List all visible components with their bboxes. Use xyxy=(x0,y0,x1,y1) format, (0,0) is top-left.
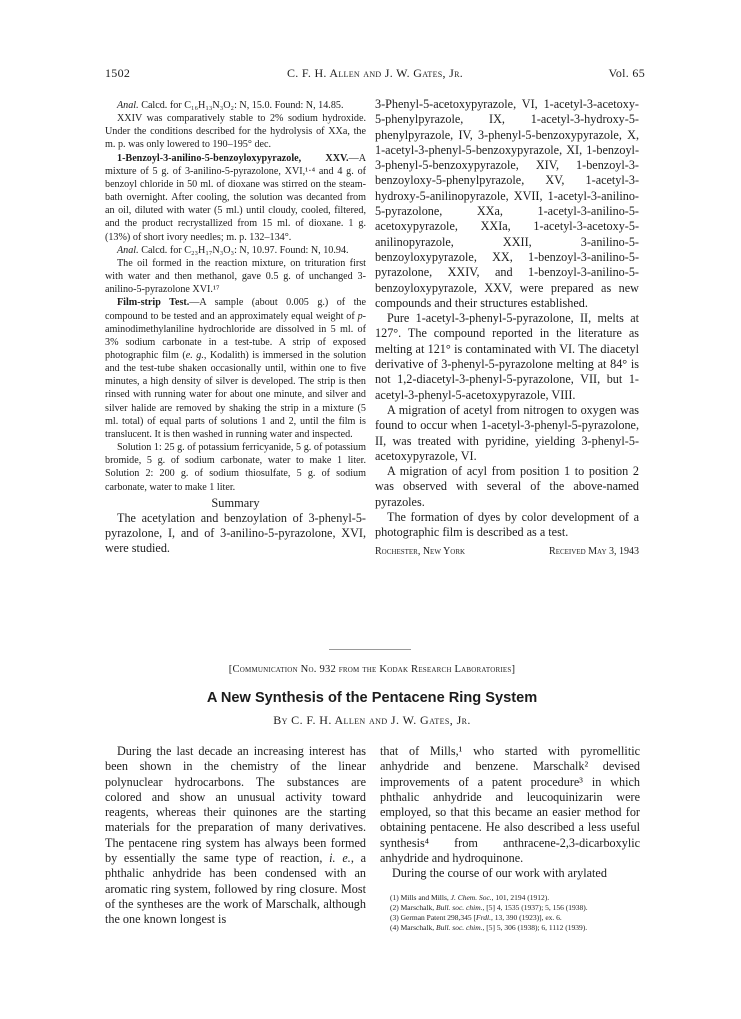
footnote-text: , [5] 4, 1535 (1937); 5, 156 (1938). xyxy=(482,903,588,913)
footnote xyxy=(390,913,642,923)
left-column xyxy=(105,99,366,557)
footnote-journal: Bull. soc. chim. xyxy=(436,923,483,933)
place-line: Rochester, New York xyxy=(375,545,466,557)
article-paragraph-2: that of Mills,¹ who started with pyromellitic anhydride and benzene. Marschalk² devised improvements of a patent procedure³ in which phthalic anhydride and leucoquinizarin were employed, so that this became an easier method for obtaining pentacene. He also described a less useful synthesis⁴ from anthracene-2,3-dicarboxylic anhydride and hydroquinone. xyxy=(380,744,640,866)
bracket-open: [ xyxy=(228,664,233,675)
migration-paragraph-2: A migration of acyl from position 1 to position 2 was observed with several of the above-named pyrazoles. xyxy=(375,464,639,509)
compound-xxv-paragraph xyxy=(105,152,366,244)
footnote xyxy=(390,923,642,933)
migration-paragraph-1: A migration of acetyl from nitrogen to oxygen was found to occur when 1-acetyl-3-phenyl-5-pyrazolone, II, was treated with pyridine, yielding 3-phenyl-5-acetoxypyrazole, VI. xyxy=(375,402,639,463)
volume-label: Vol. 65 xyxy=(608,66,645,80)
compounds-paragraph: 3-Phenyl-5-acetoxypyrazole, VI, 1-acetyl-3-acetoxy-5-phenylpyrazole, IX, 1-acetyl-3-hydroxy-5-phenylpyrazole, IV, 3-phenyl-5-benzoxypyrazole, X, 1-acetyl-3-phenyl-5-benzoxypyrazole, XI, 1-benzoyl-3-phenyl-5-benzoxypyrazole, XIV, 1-benzoyl-3-benzoyloxy-5-phenylpyrazole, XV, 1-acetyl-3-hydroxy-5-anilinopyrazole, XVII, 1-acetyl-3-anilino-5-pyrazolone, XXa, 1-acetyl-3-anilino-5-acetoxypyrazole, XXIa, 1-acetyl-3-acetoxy-5-anilinopyrazole, XXII, 3-anilino-5-benzoyloxypyrazole, XX, 1-benzoyl-3-anilino-5-pyrazolone, XXIV, and 1-benzoyl-3-anilino-5-benzoyloxypyrazole, XXV, were prepared as new compounds and their structures established. xyxy=(375,97,639,310)
footnote-number: (2) xyxy=(390,903,399,913)
compound-text: —A mixture of 5 g. of 3-anilino-5-pyrazolone, XVI,¹·⁴ and 4 g. of benzoyl chloride in 50 ml. of dioxane was stirred on the steam-bath overnight. After cooling, the solution was decanted from an oil, diluted with water (5 ml.) until cloudy, cooled, filtered, and the product recrystallized from 15 ml. of dioxane. 1 g. (13%) of short ivory needles; m. p. 132–134°. xyxy=(105,152,366,243)
header-authors: C. F. H. Allen and J. W. Gates, Jr. xyxy=(286,66,464,80)
article-right-column xyxy=(380,744,640,882)
article-byline: By C. F. H. Allen and J. W. Gates, Jr. xyxy=(273,713,471,727)
analysis-paragraph-1 xyxy=(105,99,366,112)
summary-heading: Summary xyxy=(211,495,260,510)
pure-compound-paragraph: Pure 1-acetyl-3-phenyl-5-pyrazolone, II, melts at 127°. The compound reported in the literature as melting at 121° is contaminated with VI. The diacetyl derivative of 3-phenyl-5-pyrazolone melting at 84° is not 1,2-diacetyl-3-phenyl-5-pyrazolone, VII, but 1-acetyl-3-phenyl-5-acetoxypyrazole, VIII. xyxy=(375,311,639,402)
filmstrip-italic: p xyxy=(357,310,363,322)
filmstrip-italic: e. g. xyxy=(185,349,204,361)
right-column xyxy=(375,97,639,558)
article-paragraph-1 xyxy=(105,744,366,928)
received-line: Received May 3, 1943 xyxy=(549,545,639,557)
bracket-close: ] xyxy=(511,664,516,675)
communication-line xyxy=(105,664,639,675)
footnote-text: , 13, 390 (1923)], ex. 6. xyxy=(490,913,562,923)
article-title: A New Synthesis of the Pentacene Ring System xyxy=(206,690,538,706)
footnote-journal: Frdl. xyxy=(476,913,491,923)
footnote-journal: Bull. soc. chim. xyxy=(436,903,483,913)
page-number: 1502 xyxy=(105,66,131,80)
dyes-paragraph: The formation of dyes by color development of a photographic film is described as a test. xyxy=(375,510,639,540)
running-header xyxy=(105,66,645,82)
footnote-text: Mills and Mills, xyxy=(400,893,451,902)
section-divider xyxy=(329,649,411,650)
analysis-text: Calcd. for C₂₃H₁₇N₃O₃: N, 10.97. Found: N, 10.94. xyxy=(138,244,349,256)
footnote-text: , [5] 5, 306 (1938); 6, 1112 (1939). xyxy=(482,923,588,933)
analysis-label: Anal. xyxy=(117,100,139,111)
summary-paragraph: The acetylation and benzoylation of 3-phenyl-5-pyrazolone, I, and of 3-anilino-5-pyrazolone, XVI, were studied. xyxy=(105,510,366,556)
filmstrip-text: , Kodalith) is immersed in the solution and the test-tube shaken occasionally until, within one to five minutes, a high density of silver is developed. The strip is then rinsed with running water for about one minute, and silver and silver halide are removed by shaking the strip in a mixture (5 ml. total) of equal parts of solutions 1 and 2, until the film is translucent. It is then washed in running water and inspected. xyxy=(105,349,367,440)
solutions-paragraph: Solution 1: 25 g. of potassium ferricyanide, 5 g. of potassium bromide, 5 g. of sodium carbonate, water to make 1 liter. Solution 2: 200 g. of sodium thiosulfate, 5 g. of sodium carbonate, water to make 1 liter. xyxy=(105,442,366,493)
article-text: During the last decade an increasing interest has been shown in the chemistry of the linear polynuclear hydrocarbons. The substances are colored and show an unusual activity toward reagents, whereas their quinones are the starting materials for the preparation of many derivatives. The pentacene ring system has always been formed by essentially the same type of reaction, xyxy=(105,744,366,866)
article-left-column xyxy=(105,744,366,928)
analysis-label: Anal. xyxy=(117,244,139,256)
footnote-text: German Patent 298,345 [ xyxy=(400,913,477,923)
signature-row xyxy=(375,544,639,558)
analysis-paragraph-2 xyxy=(105,244,366,257)
footnote xyxy=(390,903,642,913)
analysis-text: Calcd. for C₁₆H₁₃N₃O₂: N, 15.0. Found: N, 14.85. xyxy=(138,100,344,111)
footnote-journal: J. Chem. Soc. xyxy=(450,893,492,902)
filmstrip-paragraph xyxy=(105,296,366,441)
filmstrip-text: —A sample (about 0.005 g.) of the compound to be tested and an approximately equal weight of xyxy=(105,297,366,322)
footnote-text: , 101, 2194 (1912). xyxy=(491,893,550,902)
xxiv-paragraph: XXIV was comparatively stable to 2% sodium hydroxide. Under the conditions described for the hydrolysis of XXa, the m. p. was only lowered to 190–195° dec. xyxy=(105,113,366,151)
article-text: , a phthalic anhydride has been condensed with an aromatic ring system, followed by ring closure. Most of the syntheses are the work of Marschalk, although the one known longest is xyxy=(105,851,367,927)
footnote-number: (4) xyxy=(390,923,399,933)
article-paragraph-3: During the course of our work with arylated xyxy=(392,866,607,881)
filmstrip-heading: Film-strip Test. xyxy=(117,297,190,309)
footnote-number: (3) xyxy=(390,913,399,923)
footnote-number: (1) xyxy=(390,893,399,902)
article-italic: i. e. xyxy=(329,851,351,866)
communication-text: Communication No. 932 from the Kodak Research Laboratories xyxy=(232,664,512,675)
footnotes xyxy=(390,893,642,933)
oil-paragraph: The oil formed in the reaction mixture, on trituration first with water and then methanol, gave 0.5 g. of unchanged 3-anilino-5-pyrazolone XVI.¹⁷ xyxy=(105,257,366,296)
compound-number: XXV. xyxy=(325,152,349,164)
filmstrip-text: -aminodimethylaniline hydrochloride are dissolved in 5 ml. of 3% sodium carbonate in a test-tube. A strip of exposed photographic film ( xyxy=(105,310,366,361)
footnote-text: Marschalk, xyxy=(400,923,437,933)
compound-heading: 1-Benzoyl-3-anilino-5-benzoyloxypyrazole, xyxy=(117,152,302,164)
footnote xyxy=(390,893,642,903)
footnote-text: Marschalk, xyxy=(400,903,437,913)
